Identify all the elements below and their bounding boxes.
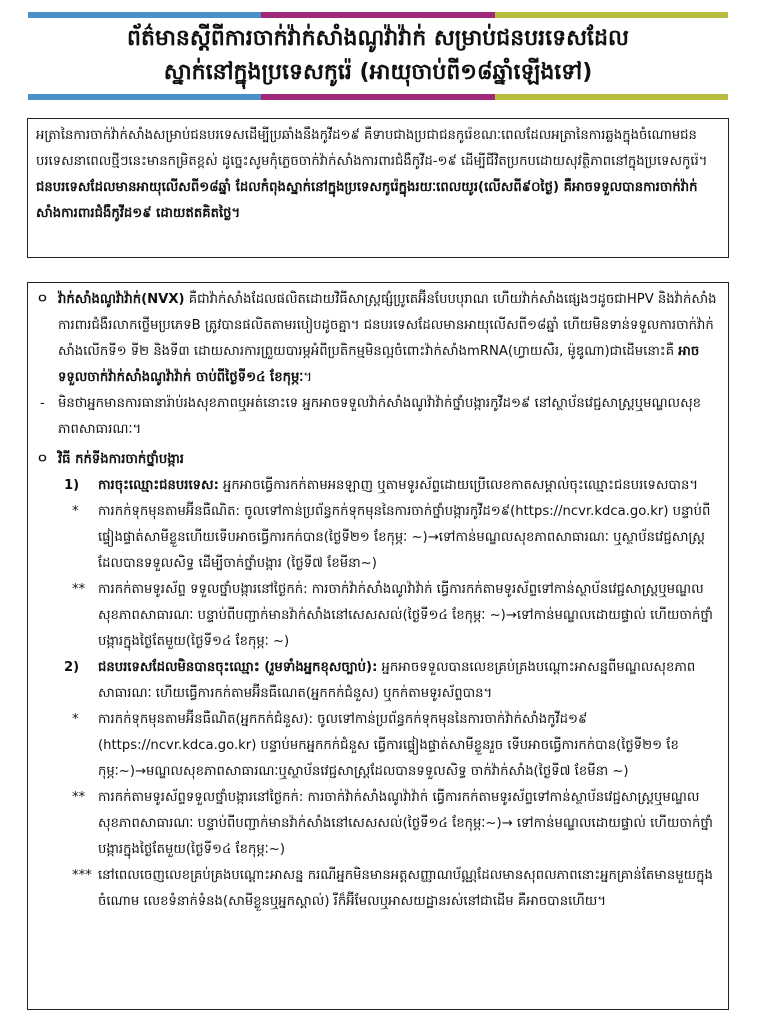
item-number: 2)	[64, 660, 80, 675]
booking-note	[72, 863, 720, 915]
booking-item-registered-text	[98, 473, 698, 499]
section-novavax-highlight: អាចទទួលចាក់វ៉ាក់សាំងណូវ៉ាវ៉ាក់ ចាប់ពីថ្ងៃទី១៤ ខែកុម្ភៈ	[58, 344, 700, 385]
intro-eligibility: ជនបរទេសដែលមានអាយុលើសពី១៨ឆ្នាំ ដែលកំពុងស្នាក់នៅក្នុងប្រទេសកូរ៉េក្នុងរយៈពេលយូរ(លើសពី៩០ថ្ងៃ) គឺអាចទទួលបានការចាក់វ៉ាក់សាំងការពារជំងឺកូវីដ១៩ ដោយឥតគិតថ្លៃ។	[36, 180, 698, 221]
booking-item-registered	[64, 473, 720, 499]
bottom-color-bar	[28, 94, 728, 100]
color-bar-green	[495, 12, 728, 18]
color-bar-blue	[28, 12, 261, 18]
page-title	[28, 22, 728, 90]
booking-item-unregistered-text	[98, 655, 720, 707]
color-bar-blue	[28, 94, 261, 100]
title-line-1: ព័ត៌មានស្តីពីការចាក់វ៉ាក់សាំងណូវ៉ាវ៉ាក់ សម្រាប់ជនបរទេសដែល	[127, 26, 629, 51]
item-number: 1)	[64, 478, 80, 493]
booking-note-text: នៅពេលចេញលេខគ្រប់គ្រងបណ្តោះអាសន្ន ករណីអ្នកមិនមានអត្តសញ្ញាណប័ណ្ណដែលមានសុពលភាពនោះអ្នកគ្រាន់តែមានមួយក្នុងចំណោម លេខទំនាក់ទំនង(សាមីខ្លួនឬអ្នកស្គាល់) រឺក៏អ៊ីមែលឬអាសយដ្ឋានរស់នៅជាដើម គឺអាចបានហើយ។	[98, 868, 713, 909]
intro-paragraph: អត្រានៃការចាក់វ៉ាក់សាំងសម្រាប់ជនបរទេសដើម្បីប្រឆាំងនឹងកូវីដ១៩ គឺទាបជាងប្រជាជនកូរ៉េខណៈពេលដែលអត្រានៃការឆ្លងក្នុងចំណោមជនបរទេសនាពេលថ្មីៗនេះមានកម្រិតខ្ពស់ ដូច្នេះសូមកុំភ្លេចចាក់វ៉ាក់សាំងការពារជំងឺកូវីដ-១៩ ដើម្បីជីវិតប្រកបដោយសុវត្ថិភាពនៅក្នុងប្រទេសកូរ៉េ។	[36, 128, 708, 169]
main-info-box	[27, 282, 729, 1010]
booking-note	[72, 707, 720, 785]
section-novavax-note	[36, 391, 720, 443]
booking-note-text: ការកក់ទុកមុនតាមអ៊ីនធឺណិត(អ្នកកក់ជំនួស): ចូលទៅកាន់ប្រព័ន្ធកក់ទុកមុននៃការចាក់វ៉ាក់សាំងកូវីដ១៩ (https://ncvr.kdca.go.kr) បន្ទាប់មកអ្នកកក់ជំនួស ធ្វើការផ្ទៀងផ្ទាត់សាមីខ្លួនរួច ទើបអាចធ្វើការកក់បាន(ថ្ងៃទី២១ ខែកុម្ភៈ~)→មណ្ឌលសុខភាពសាធារណៈឬស្ថាប័នវេជ្ជសាស្ត្រដែលបានទទួលសិទ្ធ ចាក់វ៉ាក់សាំង(ថ្ងៃទី៧ ខែមីនា ~)	[98, 712, 679, 779]
top-color-bar	[28, 12, 728, 18]
section-novavax-heading: វ៉ាក់សាំងណូវ៉ាវ៉ាក់(NVX)	[58, 292, 185, 307]
section-booking-heading: វិធី កក់ទីងការចាក់ថ្នាំបង្ការ	[58, 452, 184, 467]
section-novavax-text	[58, 287, 720, 391]
color-bar-green	[495, 94, 728, 100]
note-mark: ***	[72, 868, 92, 883]
booking-item-registered-heading: ការចុះឈ្មោះជនបរទេស:	[98, 478, 219, 493]
title-line-2: ស្នាក់នៅក្នុងប្រទេសកូរ៉េ (អាយុចាប់ពី១៨ឆ្នាំឡើងទៅ)	[163, 60, 593, 85]
color-bar-purple	[261, 12, 494, 18]
section-bullet: ㅇ	[36, 292, 49, 307]
note-mark: **	[72, 790, 86, 805]
booking-note-text: ការកក់ទុកមុនតាមអ៊ីនធឺណិត: ចូលទៅកាន់ប្រព័ន្ធកក់ទុកមុននៃការចាក់ថ្នាំបង្ការកូវីដ១៩(https://ncvr.kdca.go.kr) បន្ទាប់ពីផ្ទៀងផ្ទាត់សាមីខ្លួនហើយទើបអាចធ្វើការកក់បាន(ថ្ងៃទី២១ ខែកុម្ភៈ ~)→ទៅកាន់មណ្ឌលសុខភាពសាធារណៈ ឬស្ថាប័នវេជ្ជសាស្ត្រដែលបានទទួលសិទ្ធ ដើម្បីចាក់ថ្នាំបង្ការ (ថ្ងៃទី៧ ខែមីនា~)	[98, 504, 711, 571]
note-mark: **	[72, 582, 86, 597]
booking-note	[72, 577, 720, 655]
color-bar-purple	[261, 94, 494, 100]
booking-item-unregistered	[64, 655, 720, 707]
section-booking	[36, 447, 720, 473]
booking-note-text: ការកក់តាមទូរស័ព្ទ ទទួលថ្នាំបង្ការនៅថ្ងៃកក់: ការចាក់វ៉ាក់សាំងណូវ៉ាវ៉ាក់ ធ្វើការកក់តាមទូរស័ព្ទទៅកាន់ស្ថាប័នវេជ្ជសាស្ត្រឬមណ្ឌលសុខភាពសាធារណៈ បន្ទាប់ពីបញ្ជាក់មានវ៉ាក់សាំងនៅសេសសល់(ថ្ងៃទី១៤ ខែកុម្ភៈ ~)→ទៅកាន់មណ្ឌលដោយផ្ទាល់ ហើយចាក់ថ្នាំបង្ការក្នុងថ្ងៃតែមួយ(ថ្ងៃទី១៤ ខែកុម្ភៈ ~)	[98, 582, 713, 649]
booking-note	[72, 785, 720, 863]
booking-note-text: ការកក់តាមទូរស័ព្ទទទួលថ្នាំបង្ការនៅថ្ងៃកក់: ការចាក់វ៉ាក់សាំងណូវ៉ាវ៉ាក់ ធ្វើការកក់តាមទូរស័ព្ទទៅកាន់ស្ថាប័នវេជ្ជសាស្ត្រឬមណ្ឌលសុខភាពសាធារណៈ បន្ទាប់ពីបញ្ជាក់មានវ៉ាក់សាំងនៅសេសសល់(ថ្ងៃទី១៤ ខែកុម្ភៈ~)→ ទៅកាន់មណ្ឌលដោយផ្ទាល់ ហើយចាក់ថ្នាំបង្ការក្នុងថ្ងៃតែមួយ(ថ្ងៃទី១៤ ខែកុម្ភៈ~)	[98, 790, 713, 857]
note-mark: *	[72, 712, 79, 727]
section-novavax	[36, 287, 720, 391]
note-mark: *	[72, 504, 79, 519]
section-novavax-body: គឺជាវ៉ាក់សាំងដែលផលិតដោយវិធីសាស្ត្រផ្សំប្រូតេអ៊ីនបែបបុរាណ ហើយវ៉ាក់សាំងផ្សេងៗដូចជាHPV និងវ៉ាក់សាំងការពារជំងឺរលាកថ្លើមប្រភេទB ត្រូវបានផលិតតាមរបៀបដូចគ្នា។ ជនបរទេសដែលមានអាយុលើសពី១៨ឆ្នាំ ហើយមិនទាន់ទទួលការចាក់វ៉ាក់សាំងលើកទី១ ទី២ និងទី៣ ដោយសារការព្រួយបារម្ភអំពីប្រតិកម្មមិនល្អចំពោះវ៉ាក់សាំងmRNA(ហ្វាយសឺរ, ម៉ូឌូណា)ជាដើមនោះគឺ	[58, 292, 717, 359]
section-novavax-end: ។	[303, 370, 313, 385]
section-bullet: ㅇ	[36, 452, 49, 467]
booking-item-registered-body: អ្នកអាចធ្វើការកក់តាមអនឡាញ ឬតាមទូរស័ព្ទដោយប្រើលេខកាតសម្គាល់ចុះឈ្មោះជនបរទេសបាន។	[218, 478, 699, 493]
note-dash: -	[40, 396, 45, 411]
intro-box	[27, 118, 729, 258]
booking-note	[72, 499, 720, 577]
booking-item-unregistered-body: អ្នកអាចទទួលបានលេខគ្រប់គ្រងបណ្តោះអាសន្នពីមណ្ឌលសុខភាពសាធារណៈ ហើយធ្វើការកក់តាមអ៊ីនធឺណេត(អ្នកកក់ជំនួស) ឬកក់តាមទូរស័ព្ទបាន។	[98, 660, 696, 701]
section-novavax-note-text: មិនថាអ្នកមានការធានារ៉ាប់រងសុខភាពឬអត់នោះទេ អ្នកអាចទទួលវ៉ាក់សាំងណូវ៉ាវ៉ាក់ថ្នាំបង្ការកូវីដ១៩ នៅស្ថាប័នវេជ្ជសាស្ត្រឬមណ្ឌលសុខភាពសាធារណៈ។	[58, 396, 702, 437]
booking-item-unregistered-heading: ជនបរទេសដែលមិនបានចុះឈ្មោះ (រួមទាំងអ្នកខុសច្បាប់):	[98, 660, 378, 675]
